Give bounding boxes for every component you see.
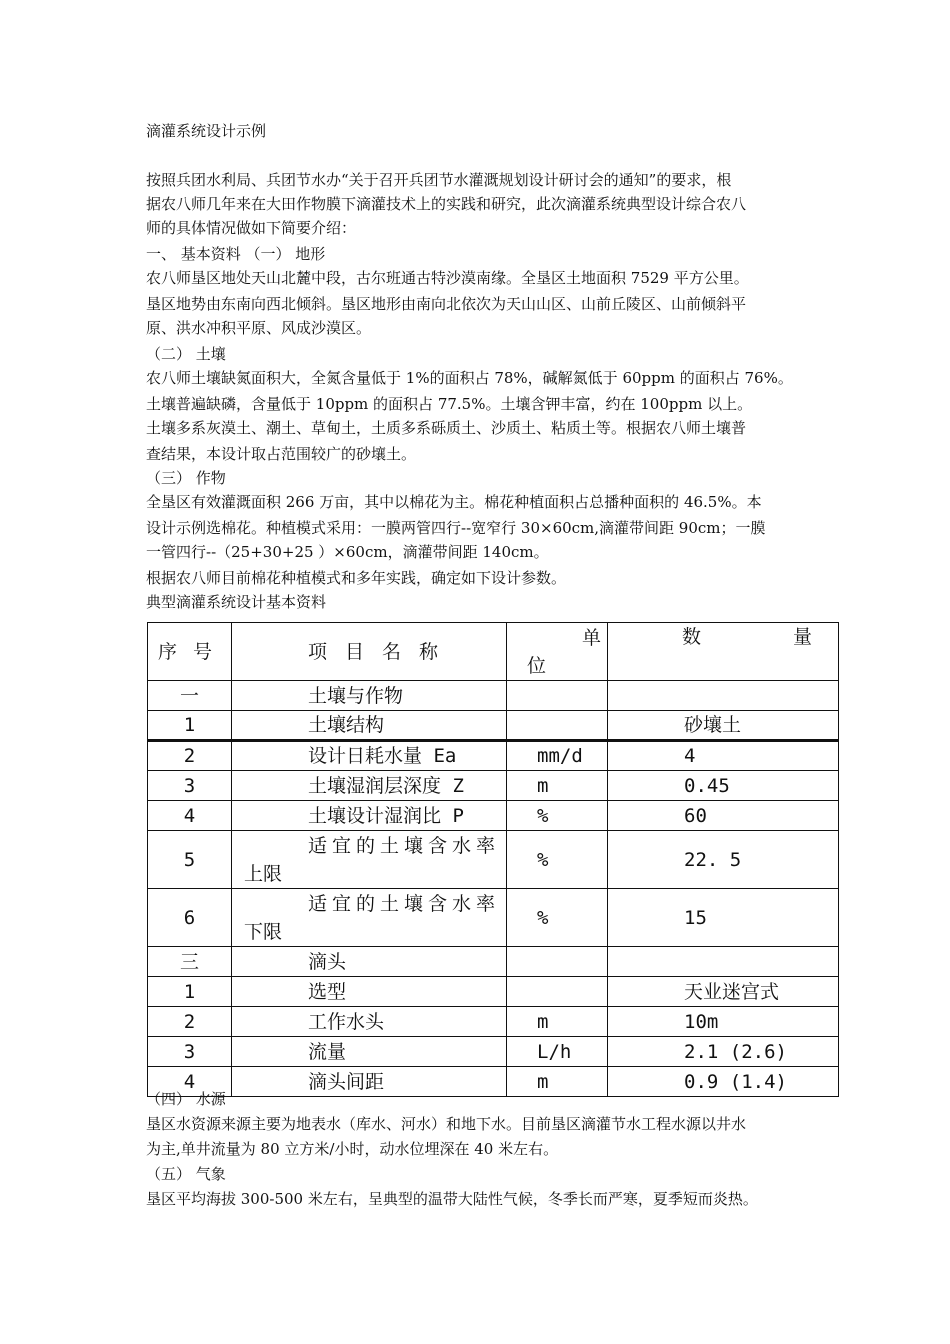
cell-qty: 15 bbox=[608, 889, 839, 947]
cell-no: 4 bbox=[148, 801, 232, 831]
terrain-line: 原、洪水冲积平原、风成沙漠区。 bbox=[146, 319, 372, 337]
cell-name: 滴头 bbox=[232, 947, 507, 977]
cell-qty bbox=[608, 681, 839, 711]
header-unit-part2: 位 bbox=[527, 654, 547, 677]
table-row bbox=[148, 681, 839, 711]
cell-no: 2 bbox=[148, 741, 232, 771]
cell-qty: 10m bbox=[608, 1007, 839, 1037]
cell-unit: m bbox=[507, 1067, 608, 1097]
soil-line: 土壤多系灰漠土、潮土、草甸土，土质多系砾质土、沙质土、粘质土等。根据农八师土壤普 bbox=[146, 419, 747, 437]
table-row bbox=[148, 1007, 839, 1037]
cell-name: 设计日耗水量 Ea bbox=[232, 741, 507, 771]
cell-name-line1: 适宜的土壤含水率 bbox=[308, 834, 501, 857]
soil-line: 查结果，本设计取占范围较广的砂壤土。 bbox=[146, 445, 417, 463]
header-no: 序号 bbox=[148, 623, 232, 681]
cell-name-line1: 适宜的土壤含水率 bbox=[308, 892, 501, 915]
cell-name: 土壤与作物 bbox=[232, 681, 507, 711]
section-heading-crop: （三） 作物 bbox=[146, 469, 226, 487]
cell-qty: 22. 5 bbox=[608, 831, 839, 889]
cell-qty bbox=[608, 947, 839, 977]
cell-qty: 2.1 (2.6) bbox=[608, 1037, 839, 1067]
header-qty-part1: 数 bbox=[682, 626, 702, 648]
cell-no: 5 bbox=[148, 831, 232, 889]
cell-no: 4 bbox=[148, 1067, 232, 1097]
table-header-row bbox=[148, 623, 839, 681]
cell-unit bbox=[507, 947, 608, 977]
cell-qty: 砂壤土 bbox=[608, 711, 839, 741]
soil-line: 农八师土壤缺氮面积大，全氮含量低于 1%的面积占 78%，碱解氮低于 60ppm 的面积占 76%。 bbox=[146, 369, 793, 387]
cell-name: 流量 bbox=[232, 1037, 507, 1067]
intro-line: 师的具体情况做如下简要介绍： bbox=[146, 219, 357, 237]
table-row bbox=[148, 831, 839, 889]
cell-unit: m bbox=[507, 771, 608, 801]
cell-unit bbox=[507, 681, 608, 711]
cell-unit: % bbox=[507, 889, 608, 947]
header-name: 项目名称 bbox=[232, 623, 507, 681]
table-row bbox=[148, 711, 839, 741]
cell-unit bbox=[507, 711, 608, 741]
water-line: 为主,单井流量为 80 立方米/小时，动水位埋深在 40 米左右。 bbox=[146, 1140, 559, 1158]
cell-qty: 0.9 (1.4) bbox=[608, 1067, 839, 1097]
cell-name: 选型 bbox=[232, 977, 507, 1007]
cell-qty: 天业迷宫式 bbox=[608, 977, 839, 1007]
section-heading-terrain: 一、 基本资料 （一） 地形 bbox=[146, 245, 326, 263]
soil-line: 土壤普遍缺磷，含量低于 10ppm 的面积占 77.5%。土壤含钾丰富，约在 100ppm 以上。 bbox=[146, 395, 753, 413]
cell-unit: L/h bbox=[507, 1037, 608, 1067]
crop-line: 设计示例选棉花。种植模式采用：一膜两管四行--宽窄行 30×60cm,滴灌带间距 90cm；一膜 bbox=[146, 519, 766, 537]
water-line: 垦区水资源来源主要为地表水（库水、河水）和地下水。目前垦区滴灌节水工程水源以井水 bbox=[146, 1115, 747, 1133]
cell-qty: 4 bbox=[608, 741, 839, 771]
cell-name: 土壤湿润层深度 Z bbox=[232, 771, 507, 801]
doc-title: 滴灌系统设计示例 bbox=[146, 122, 267, 140]
cell-name-line2: 上限 bbox=[244, 862, 283, 885]
cell-no: 三 bbox=[148, 947, 232, 977]
cell-name: 土壤设计湿润比 P bbox=[232, 801, 507, 831]
cell-no: 3 bbox=[148, 1037, 232, 1067]
intro-line: 据农八师几年来在大田作物膜下滴灌技术上的实践和研究，此次滴灌系统典型设计综合农八 bbox=[146, 195, 747, 213]
table-row bbox=[148, 977, 839, 1007]
table-row bbox=[148, 1037, 839, 1067]
cell-no: 1 bbox=[148, 711, 232, 741]
cell-no: 1 bbox=[148, 977, 232, 1007]
cell-unit: mm/d bbox=[507, 741, 608, 771]
table-row bbox=[148, 889, 839, 947]
cell-name-line2: 下限 bbox=[244, 920, 283, 943]
header-qty-part2: 量 bbox=[792, 626, 812, 648]
crop-line: 全垦区有效灌溉面积 266 万亩，其中以棉花为主。棉花种植面积占总播种面积的 46.5%。本 bbox=[146, 493, 762, 511]
table-row bbox=[148, 947, 839, 977]
table-caption: 典型滴灌系统设计基本资料 bbox=[146, 593, 327, 611]
cell-unit: % bbox=[507, 801, 608, 831]
cell-no: 2 bbox=[148, 1007, 232, 1037]
crop-line: 根据农八师目前棉花种植模式和多年实践，确定如下设计参数。 bbox=[146, 569, 567, 587]
header-qty bbox=[608, 623, 839, 681]
terrain-line: 垦区地势由东南向西北倾斜。垦区地形由南向北依次为天山山区、山前丘陵区、山前倾斜平 bbox=[146, 295, 747, 313]
cell-no: 一 bbox=[148, 681, 232, 711]
design-parameters-table bbox=[147, 622, 839, 1097]
cell-name bbox=[232, 831, 507, 889]
cell-name: 滴头间距 bbox=[232, 1067, 507, 1097]
section-heading-climate: （五） 气象 bbox=[146, 1165, 226, 1183]
cell-qty: 60 bbox=[608, 801, 839, 831]
table-row bbox=[148, 801, 839, 831]
intro-line: 按照兵团水利局、兵团节水办“关于召开兵团节水灌溉规划设计研讨会的通知”的要求，根 bbox=[146, 171, 732, 189]
section-heading-water: （四） 水源 bbox=[146, 1090, 226, 1108]
cell-unit: m bbox=[507, 1007, 608, 1037]
cell-no: 6 bbox=[148, 889, 232, 947]
climate-line: 垦区平均海拔 300-500 米左右，呈典型的温带大陆性气候，冬季长而严寒，夏季短而炎热。 bbox=[146, 1190, 758, 1208]
cell-qty: 0.45 bbox=[608, 771, 839, 801]
crop-line: 一管四行--（25+30+25 ）×60cm，滴灌带间距 140cm。 bbox=[146, 543, 549, 561]
header-unit-part1: 单 bbox=[581, 626, 601, 649]
cell-unit bbox=[507, 977, 608, 1007]
terrain-line: 农八师垦区地处天山北麓中段，古尔班通古特沙漠南缘。全垦区土地面积 7529 平方公里。 bbox=[146, 269, 749, 287]
section-heading-soil: （二） 土壤 bbox=[146, 345, 226, 363]
table-row bbox=[148, 741, 839, 771]
header-unit bbox=[507, 623, 608, 681]
cell-name: 土壤结构 bbox=[232, 711, 507, 741]
cell-no: 3 bbox=[148, 771, 232, 801]
cell-name: 工作水头 bbox=[232, 1007, 507, 1037]
table-row bbox=[148, 771, 839, 801]
cell-name bbox=[232, 889, 507, 947]
cell-unit: % bbox=[507, 831, 608, 889]
